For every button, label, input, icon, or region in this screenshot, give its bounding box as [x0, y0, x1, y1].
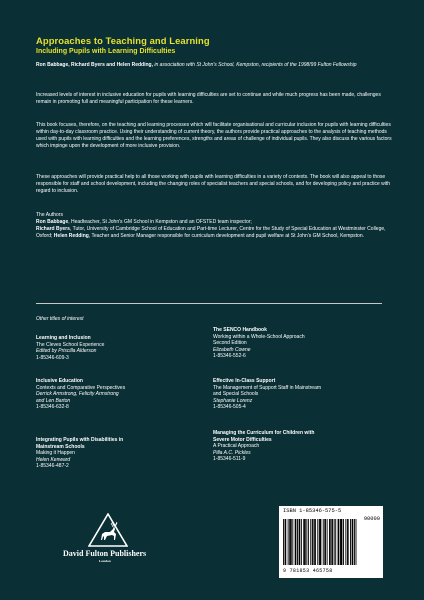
- barcode-price-code: 90000: [363, 516, 380, 522]
- other-titles-label: Other titles of interest: [36, 316, 84, 322]
- authors-line: [36, 62, 391, 69]
- author-richard-desc: , Tutor, University of Cambridge School of Education and Part-time Lecturer, Centre for the Study of Special Education at Westminster College, Oxford;: [36, 225, 386, 239]
- book-title: Mainstream Schools: [36, 443, 85, 450]
- book-entry: [213, 327, 388, 360]
- book-subtitle: Making it Happen: [36, 450, 75, 457]
- book-isbn: 1-85346-505-4: [213, 404, 246, 411]
- barcode-number: 9 781853 465758: [283, 568, 333, 574]
- author-richard-name: Richard Byers: [36, 225, 70, 232]
- book-editor: Helen Kenward: [36, 456, 71, 463]
- book-subtitle: Working within a Whole-School Approach: [213, 333, 305, 340]
- paragraph-intro: Increased levels of interest in inclusive education for pupils with learning difficulties are set to continue and while much progress has been made, challenges remain in promoting full and meaningful participation for these learners.: [36, 92, 381, 105]
- barcode-isbn-label: ISBN 1-85346-575-5: [283, 508, 342, 514]
- publisher-logo-icon: [88, 513, 128, 547]
- author-helen-name: Helen Redding: [53, 232, 89, 239]
- isbn-barcode: [279, 506, 383, 578]
- book-editor: Derrick Armstrong, Felicity Armstrong: [36, 391, 119, 398]
- book-entry: [36, 437, 211, 470]
- book-title: Integrating Pupils with Disabilities in: [36, 437, 124, 443]
- book-isbn: 1-85346-632-8: [36, 404, 69, 411]
- book-editor: Edited by Priscilla Alderson: [36, 348, 97, 355]
- publisher-name: David Fulton Publishers: [63, 549, 147, 558]
- book-title: The SENCO Handbook: [213, 327, 267, 333]
- book-editor: Pilla A.C. Pickles: [213, 449, 251, 456]
- book-entry: [213, 430, 388, 463]
- paragraph-focus: This book focuses, therefore, on the teaching and learning processes which will facilitate organisational and curricular inclusion for pupils with learning difficulties within day-to-day classroom practice. Using their understanding of current theory, the authors provide practical approaches to the analysis of teaching methods used with pupils with learning difficulties and the learning preferences, strengths and areas of challenge of individual pupils. They also discuss the various factors which impinge upon the development of more inclusive provision.: [36, 122, 392, 149]
- book-editor: Stephanie Lorenz: [213, 397, 253, 404]
- barcode-bars-icon: [282, 515, 380, 567]
- author-names: Ron Babbage, Richard Byers and Helen Redding,: [36, 62, 153, 68]
- author-ron-desc: , Headteacher, St John's GM School in Kempston and an OFSTED team inspector;: [68, 218, 252, 225]
- book-editor: Elizabeth Cowne: [213, 346, 251, 353]
- the-authors-section: [36, 212, 394, 240]
- book-subtitle: A Practical Approach: [213, 443, 260, 450]
- author-ron-name: Ron Babbage: [36, 218, 69, 225]
- book-subtitle: Including Pupils with Learning Difficulties: [36, 48, 176, 55]
- book-entry: [36, 378, 211, 411]
- book-title: Severe Motor Difficulties: [213, 436, 272, 443]
- book-title: Managing the Curriculum for Children with: [213, 430, 315, 436]
- paragraph-approaches: These approaches will provide practical help to all those working with pupils with learning difficulties in a variety of contexts. The book will also appeal to those responsible for staff and school development, including the changing roles of specialist teachers and special schools, and for developing policy and practice with regard to inclusion.: [36, 174, 391, 194]
- book-title: Approaches to Teaching and Learning: [36, 35, 210, 46]
- book-edition: Second Edition: [213, 340, 247, 347]
- book-subtitle: The Cleves School Experience: [36, 341, 105, 348]
- the-authors-heading: The Authors: [36, 212, 63, 218]
- book-subtitle: Contexts and Comparative Perspectives: [36, 384, 126, 391]
- publisher-city: London: [99, 559, 111, 563]
- book-isbn: 1-85346-552-6: [213, 353, 246, 360]
- section-divider: [36, 303, 382, 304]
- book-title: Learning and Inclusion: [36, 335, 91, 341]
- book-title: Inclusive Education: [36, 378, 83, 384]
- book-subtitle: and Special Schools: [213, 391, 259, 398]
- author-note: in association with St John's School, Kempston, recipients of the 1998/99 Fulton Fellowship: [152, 62, 357, 68]
- book-entry: [213, 378, 388, 411]
- book-editor: and Len Barton: [36, 397, 71, 404]
- book-title: Effective In-Class Support: [213, 378, 276, 384]
- author-helen-desc: , Teacher and Senior Manager responsible for curriculum development and pupil welfare at St John's GM School, Kempston.: [88, 232, 364, 239]
- book-isbn: 1-85346-511-9: [213, 456, 246, 463]
- book-isbn: 1-85346-609-3: [36, 354, 69, 361]
- book-subtitle: The Management of Support Staff in Mainstream: [213, 384, 322, 391]
- book-entry: [36, 335, 211, 361]
- book-isbn: 1-85346-487-2: [36, 463, 69, 470]
